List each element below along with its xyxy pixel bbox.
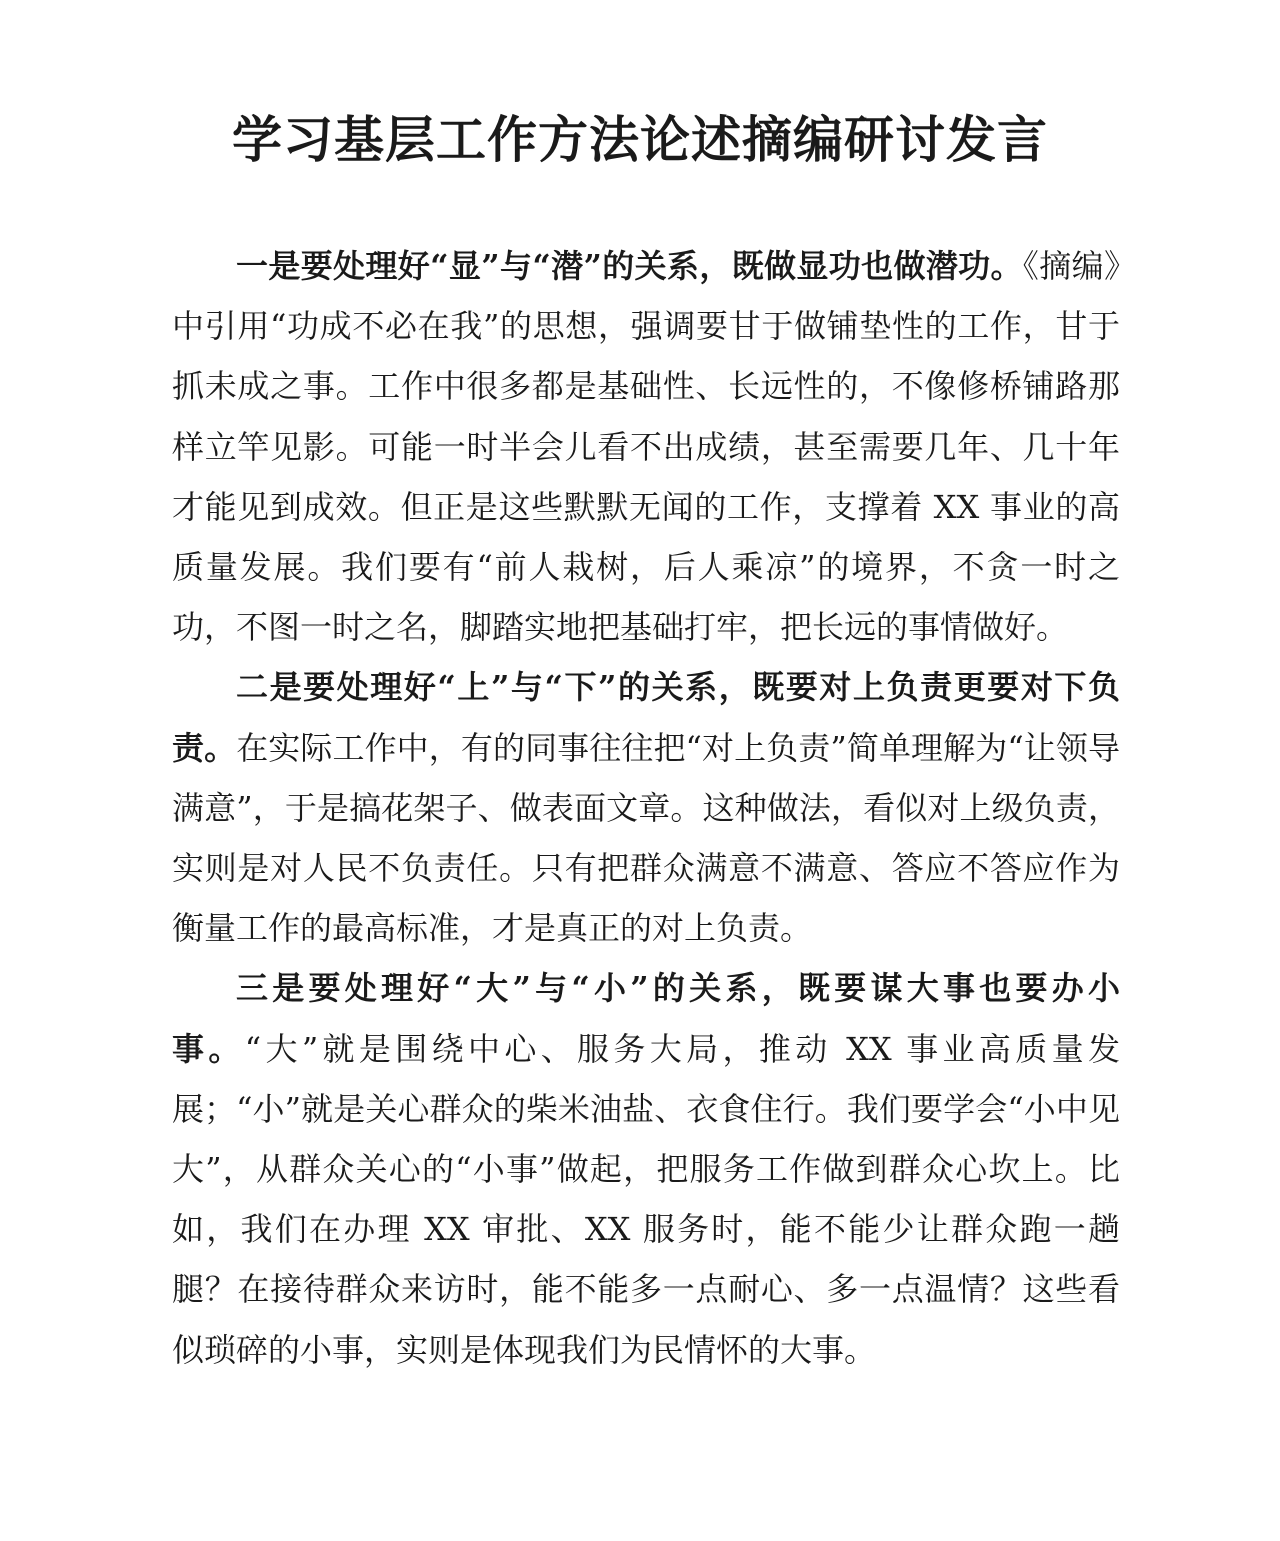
paragraph-1 — [172, 236, 1120, 657]
paragraph-1-body: 《摘编》中引用“功成不必在我”的思想，强调要甘于做铺垫性的工作，甘于抓未成之事。工作中很多都是基础性、长远性的，不像修桥铺路那样立竿见影。可能一时半会儿看不出成绩，甚至需要几年、几十年才能见到成效。但正是这些默默无闻的工作，支撑着 XX 事业的高质量发展。我们要有“前人栽树，后人乘凉”的境界，不贪一时之功，不图一时之名，脚踏实地把基础打牢，把长远的事情做好。 — [172, 247, 1120, 647]
paragraph-3 — [172, 958, 1120, 1379]
paragraph-3-body: “大”就是围绕中心、服务大局，推动 XX 事业高质量发展；“小”就是关心群众的柴米油盐、衣食住行。我们要学会“小中见大”，从群众关心的“小事”做起，把服务工作做到群众心坎上。比如，我们在办理 XX 审批、XX 服务时，能不能少让群众跑一趟腿？在接待群众来访时，能不能多一点耐心、多一点温情？这些看似琐碎的小事，实则是体现我们为民情怀的大事。 — [172, 1029, 1120, 1369]
paragraph-1-heading: 一是要处理好“显”与“潜”的关系，既做显功也做潜功。 — [236, 247, 1023, 285]
paragraph-2 — [172, 657, 1120, 958]
paragraph-2-heading: 二是要处理好“上”与“下”的关系，既要对上负责更要对下负责。 — [172, 668, 1120, 767]
document-title: 学习基层工作方法论述摘编研讨发言 — [232, 110, 1048, 169]
paragraph-2-body: 在实际工作中，有的同事往往把“对上负责”简单理解为“让领导满意”，于是搞花架子、做表面文章。这种做法，看似对上级负责，实则是对人民不负责任。只有把群众满意不满意、答应不答应作为衡量工作的最高标准，才是真正的对上负责。 — [172, 728, 1120, 948]
document-body — [172, 236, 1120, 1380]
paragraph-3-heading: 三是要处理好“大”与“小”的关系，既要谋大事也要办小事。 — [172, 969, 1120, 1068]
